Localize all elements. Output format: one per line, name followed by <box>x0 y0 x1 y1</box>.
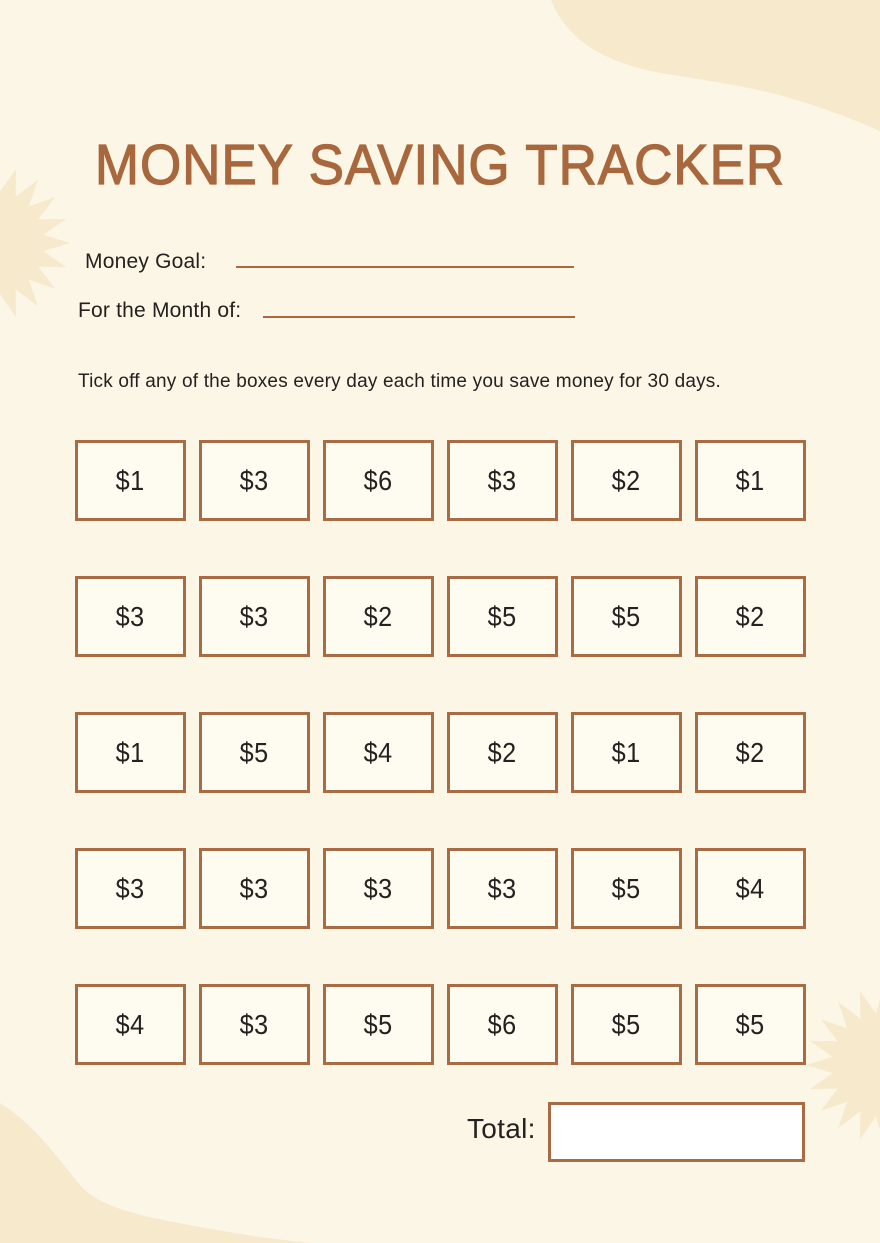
amount-value: $3 <box>116 872 145 904</box>
amount-value: $6 <box>488 1008 517 1040</box>
total-label: Total: <box>467 1113 536 1144</box>
amount-value: $5 <box>736 1008 765 1040</box>
amount-box-r2c1[interactable] <box>75 576 186 657</box>
amount-value: $5 <box>364 1008 393 1040</box>
amount-box-r5c6[interactable] <box>695 984 806 1065</box>
amount-box-r3c1[interactable] <box>75 712 186 793</box>
amount-box-r4c3[interactable] <box>323 848 434 929</box>
amount-box-r3c2[interactable] <box>199 712 310 793</box>
amount-value: $5 <box>612 600 641 632</box>
amount-value: $3 <box>488 872 517 904</box>
amount-value: $2 <box>364 600 393 632</box>
amount-value: $2 <box>612 464 641 496</box>
amount-value: $2 <box>736 600 765 632</box>
amount-box-r4c5[interactable] <box>571 848 682 929</box>
instruction-text: Tick off any of the boxes every day each time you save money for 30 days. <box>78 371 721 392</box>
month-input-line[interactable] <box>263 316 575 318</box>
total-input-box[interactable] <box>548 1102 805 1162</box>
amount-box-r2c4[interactable] <box>447 576 558 657</box>
amount-box-r3c5[interactable] <box>571 712 682 793</box>
month-label: For the Month of: <box>78 299 242 322</box>
amount-value: $6 <box>364 464 393 496</box>
amount-box-r5c4[interactable] <box>447 984 558 1065</box>
amount-box-r2c2[interactable] <box>199 576 310 657</box>
amount-box-r2c3[interactable] <box>323 576 434 657</box>
amount-value: $3 <box>240 872 269 904</box>
amount-box-r2c6[interactable] <box>695 576 806 657</box>
amount-value: $1 <box>736 464 765 496</box>
amount-value: $1 <box>116 736 145 768</box>
amount-value: $5 <box>240 736 269 768</box>
amount-box-r5c1[interactable] <box>75 984 186 1065</box>
amount-value: $2 <box>488 736 517 768</box>
amount-value: $3 <box>364 872 393 904</box>
money-goal-label: Money Goal: <box>85 250 207 273</box>
amount-box-r4c2[interactable] <box>199 848 310 929</box>
amount-box-r1c3[interactable] <box>323 440 434 521</box>
amount-value: $3 <box>488 464 517 496</box>
amount-value: $5 <box>612 872 641 904</box>
amount-value: $1 <box>116 464 145 496</box>
amount-value: $3 <box>240 1008 269 1040</box>
amount-box-r4c4[interactable] <box>447 848 558 929</box>
amount-box-r5c5[interactable] <box>571 984 682 1065</box>
amount-box-r3c3[interactable] <box>323 712 434 793</box>
amount-value: $1 <box>612 736 641 768</box>
amount-box-r1c2[interactable] <box>199 440 310 521</box>
amount-value: $5 <box>612 1008 641 1040</box>
amount-box-r3c4[interactable] <box>447 712 558 793</box>
amount-box-r4c1[interactable] <box>75 848 186 929</box>
amount-box-r2c5[interactable] <box>571 576 682 657</box>
money-goal-input-line[interactable] <box>236 266 574 268</box>
amount-box-r1c5[interactable] <box>571 440 682 521</box>
amount-box-r5c3[interactable] <box>323 984 434 1065</box>
amount-value: $2 <box>736 736 765 768</box>
amount-box-r4c6[interactable] <box>695 848 806 929</box>
amount-box-r3c6[interactable] <box>695 712 806 793</box>
amount-box-r5c2[interactable] <box>199 984 310 1065</box>
page-title: MONEY SAVING TRACKER <box>94 133 786 197</box>
amount-value: $3 <box>240 464 269 496</box>
amount-value: $3 <box>116 600 145 632</box>
amount-value: $4 <box>116 1008 145 1040</box>
amount-box-r1c1[interactable] <box>75 440 186 521</box>
amount-value: $3 <box>240 600 269 632</box>
amount-box-r1c4[interactable] <box>447 440 558 521</box>
amount-value: $5 <box>488 600 517 632</box>
amount-value: $4 <box>736 872 765 904</box>
amount-value: $4 <box>364 736 393 768</box>
amount-box-r1c6[interactable] <box>695 440 806 521</box>
